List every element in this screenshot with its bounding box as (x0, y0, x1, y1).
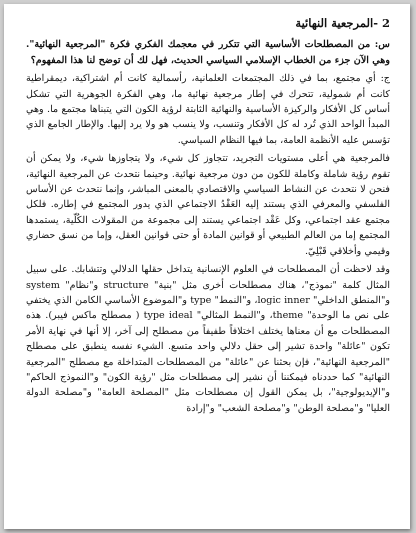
body-paragraph: فالمرجعية هي أعلى مستويات التجريد، تتجاوز كل شيء، ولا يتجاوزها شيء، ولا يمكن أن تقوم رؤية شاملة وكاملة للكون من دون مرجعية نهائية. وحينما نتحدث عن المرجعية النهائية، فنحن لا نتحدث عن النشاط السياسي والاقتصادي بالمعنى المباشر، وإنما نتحدث عن الأساس الفلسفي والمعرفي الذي يستند إليه العَقْدُ الاجتماعي الذي يدور المجتمع في إطاره. فلكل مجتمع عقد اجتماعي، وكل عَقْد اجتماعي يستند إلى مجموعة من المقولات الكُلّية، يستمدها المجتمع إما من العالم الطبيعي أو قوانين المادة أو حتى قوانين العقل، وإما من نسق حضاري وقيمي وأخلاقي قَبْلِيّ. (26, 153, 390, 257)
document-page (4, 4, 410, 529)
answer-paragraph: ج: أي مجتمع، بما في ذلك المجتمعات العلمانية، رأسمالية كانت أم اشتراكية، ديمقراطية كانت أم شمولية، تتحرك في إطار مرجعية نهائية ما، وهي الفكرة الجوهرية التي تشكل أساس كل الأفكار والركيزة الأساسية والنهائية الثابتة لرؤية الكون التي يتبناها مجتمع ما. وهي المبدأ الواحد الذي تُرد له كل الأفكار وتنسب، ولا ينسب هو ولا يرد إليها. والإطار الجامع الذي تؤسس عليه الأنظمة العامة، بما فيها النظام السياسي. (26, 73, 390, 146)
question-paragraph: س: من المصطلحات الأساسية التي تتكرر في معجمك الفكري فكرة "المرجعية النهائية". وهي الآن جزء من الخطاب الإسلامي السياسي الحديث، فهل لك أن توضح لنا هذا المفهوم؟ (26, 39, 390, 66)
section-title: 2 -المرجعية النهائية (295, 16, 390, 30)
document-body (26, 16, 390, 419)
body-paragraph: وقد لاحظت أن المصطلحات في العلوم الإنسانية يتداخل حقلها الدلالي وتتشابك. على سبيل المثال كلمة "نموذج"، هناك مصطلحات أخرى مثل "بنية" structure و"نظام" system و"المنطق الداخلي" logic inner، و"النمط" type و"الموضوع الأساسي الكامن الذي يختفي على نص ما الوحدة" theme، و"النمط المثالي" type ideal ( مصطلح ماكس فيبر). هذه المصطلحات مع أن معناها يختلف اختلافاً طفيفاً من مصطلح إلى آخر، إلا أنها في نهاية الأمر تكون "عائلة" واحدة تشير إلى حقل دلالي واحد متسع. الشيء نفسه ينطبق على مصطلح "المرجعية النهائية"، فإن بحثنا عن "عائلة" من المصطلحات المتداخلة مع مصطلح "المرجعية النهائية" كما حددناه فيمكننا أن نشير إلى مصطلحات مثل "رؤية الكون" و"النموذج الحاكم" و"الإيديولوجية"، بل يمكن القول إن مصطلحات مثل "المصلحة العامة" و"مصلحة الدولة العليا" و"مصلحة الوطن" و"مصلحة الشعب" و"إرادة (26, 264, 390, 414)
